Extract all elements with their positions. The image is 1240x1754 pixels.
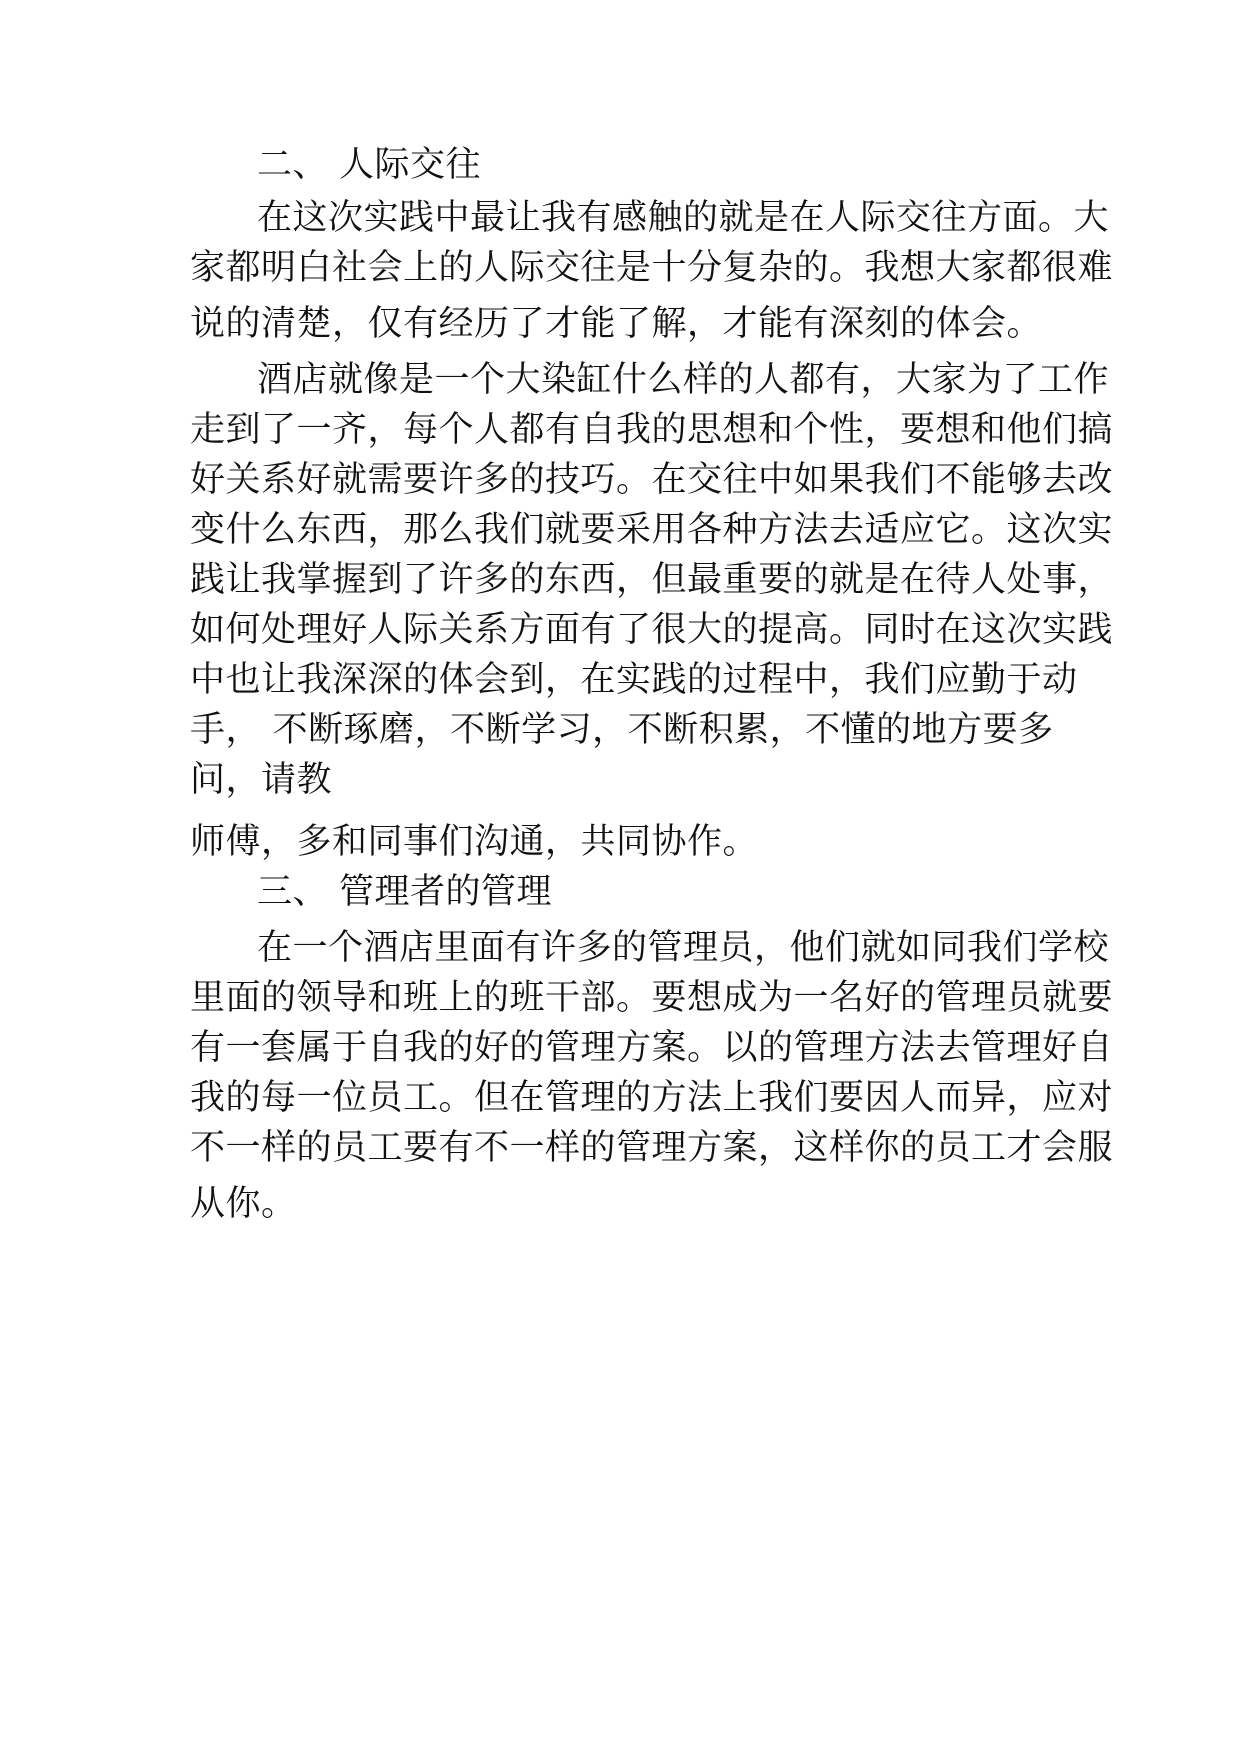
paragraph-line: 走到了一齐，每个人都有自我的思想和个性，要想和他们搞 [190, 410, 1114, 450]
paragraph-line: 中也让我深深的体会到，在实践的过程中，我们应勤于动 [190, 660, 1078, 700]
paragraph-line: 在一个酒店里面有许多的管理员，他们就如同我们学校 [257, 928, 1110, 968]
paragraph-line: 酒店就像是一个大染缸什么样的人都有，大家为了工作 [257, 360, 1110, 400]
section-heading [257, 145, 481, 185]
paragraph-line: 家都明白社会上的人际交往是十分复杂的。我想大家都很难 [190, 248, 1114, 288]
paragraph-line: 践让我掌握到了许多的东西，但最重要的就是在待人处事， [190, 560, 1114, 600]
paragraph-line: 不一样的员工要有不一样的管理方案，这样你的员工才会服 [190, 1128, 1114, 1168]
section-title: 管理者的管理 [339, 872, 553, 912]
paragraph-line: 我的每一位员工。但在管理的方法上我们要因人而异，应对 [190, 1078, 1114, 1118]
paragraph-line: 在这次实践中最让我有感触的就是在人际交往方面。大 [257, 198, 1110, 238]
paragraph-line: 问，请教 [190, 760, 333, 800]
section-number: 二、 [257, 145, 329, 185]
paragraph-line: 说的清楚，仅有经历了才能了解，才能有深刻的体会。 [190, 304, 1043, 344]
paragraph-line: 如何处理好人际关系方面有了很大的提高。同时在这次实践 [190, 610, 1114, 650]
section-title: 人际交往 [339, 145, 482, 185]
paragraph-line: 里面的领导和班上的班干部。要想成为一名好的管理员就要 [190, 978, 1114, 1018]
paragraph-line: 变什么东西，那么我们就要采用各种方法去适应它。这次实 [190, 510, 1114, 550]
paragraph-line: 师傅，多和同事们沟通，共同协作。 [190, 822, 759, 862]
paragraph-line: 有一套属于自我的好的管理方案。以的管理方法去管理好自 [190, 1028, 1114, 1068]
paragraph-line: 从你。 [190, 1184, 297, 1224]
paragraph-line: 手， 不断琢磨，不断学习，不断积累，不懂的地方要多 [190, 710, 1054, 750]
section-heading [257, 872, 552, 912]
paragraph-line: 好关系好就需要许多的技巧。在交往中如果我们不能够去改 [190, 460, 1114, 500]
section-number: 三、 [257, 872, 329, 912]
